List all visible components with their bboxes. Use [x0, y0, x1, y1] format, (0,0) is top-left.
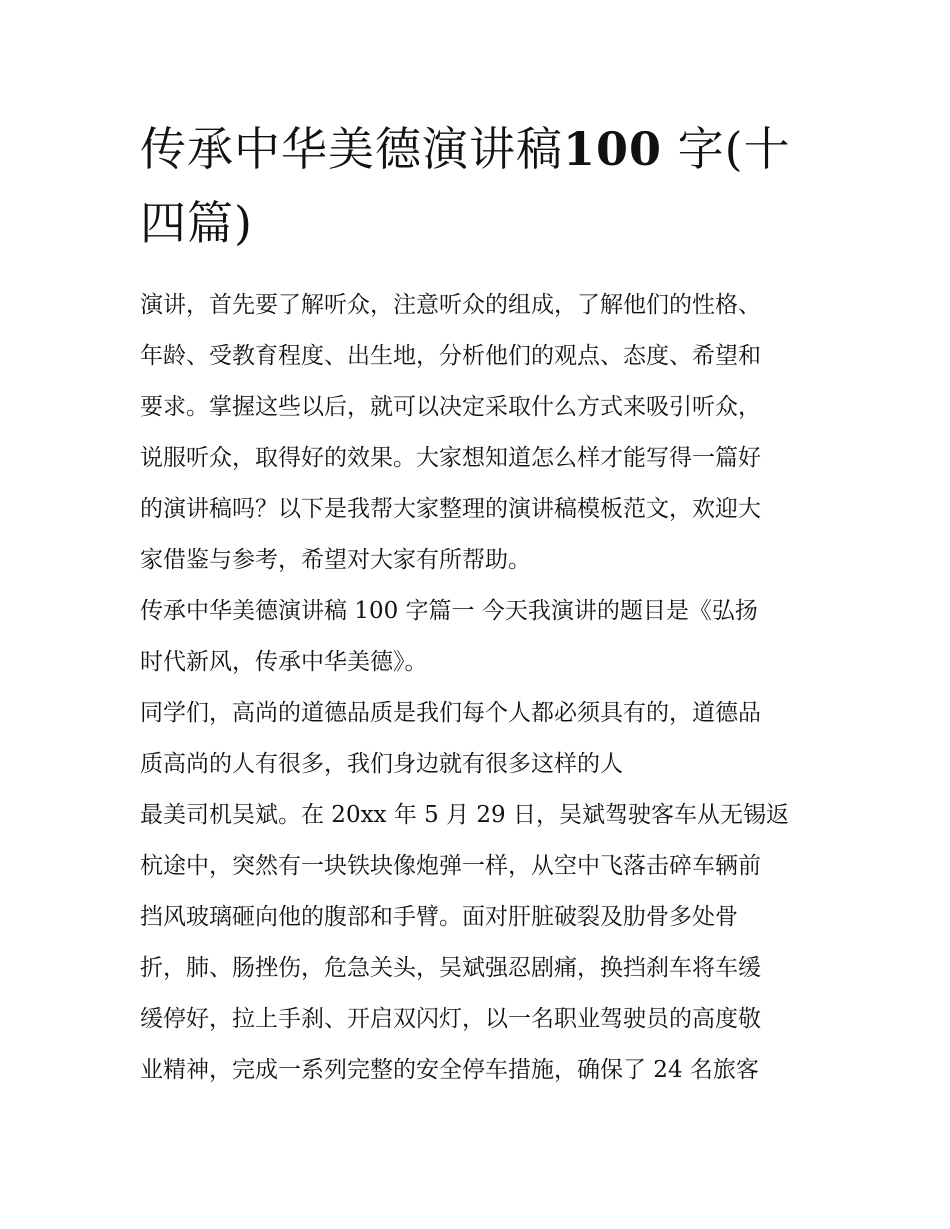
- text-line: 最美司机吴斌。在 20xx 年 5 月 29 日，吴斌驾驶客车从无锡返: [140, 802, 789, 828]
- text-line: 的演讲稿吗？以下是我帮大家整理的演讲稿模板范文，欢迎大: [140, 496, 761, 522]
- text-line: 挡风玻璃砸向他的腹部和手臂。面对肝脏破裂及肋骨多处骨: [140, 904, 738, 930]
- title-text-line2: 四篇): [140, 196, 253, 250]
- text-line: 说服听众，取得好的效果。大家想知道怎么样才能写得一篇好: [140, 445, 761, 471]
- text-line: 要求。掌握这些以后，就可以决定采取什么方式来吸引听众，: [140, 394, 761, 420]
- document-title: [140, 112, 820, 260]
- text-line: 杭途中，突然有一块铁块像炮弹一样，从空中飞落击碎车辆前: [140, 853, 761, 879]
- paragraph-driver-story: [140, 790, 820, 1096]
- text-line: 年龄、受教育程度、出生地，分析他们的观点、态度、希望和: [140, 343, 761, 369]
- paragraph-intro: [140, 280, 820, 586]
- text-line: 家借鉴与参考，希望对大家有所帮助。: [140, 547, 531, 573]
- title-number: 100: [563, 122, 663, 176]
- paragraph-speech-one: [140, 586, 820, 688]
- text-line: 折，肺、肠挫伤，危急关头，吴斌强忍剧痛，换挡刹车将车缓: [140, 955, 761, 981]
- text-line: 缓停好，拉上手刹、开启双闪灯，以一名职业驾驶员的高度敬: [140, 1006, 761, 1032]
- text-line: 传承中华美德演讲稿 100 字篇一 今天我演讲的题目是《弘扬: [140, 598, 758, 624]
- text-line: 质高尚的人有很多，我们身边就有很多这样的人: [140, 751, 623, 777]
- text-line: 业精神，完成一系列完整的安全停车措施，确保了 24 名旅客: [140, 1057, 759, 1083]
- text-line: 同学们，高尚的道德品质是我们每个人都必须具有的，道德品: [140, 700, 761, 726]
- text-line: 时代新风，传承中华美德》。: [140, 649, 428, 675]
- document-body: [140, 280, 820, 1096]
- title-text-part2: 字(十: [677, 122, 791, 176]
- title-text-part1: 传承中华美德演讲稿: [140, 122, 563, 176]
- paragraph-classmates: [140, 688, 820, 790]
- text-line: 演讲，首先要了解听众，注意听众的组成，了解他们的性格、: [140, 292, 761, 318]
